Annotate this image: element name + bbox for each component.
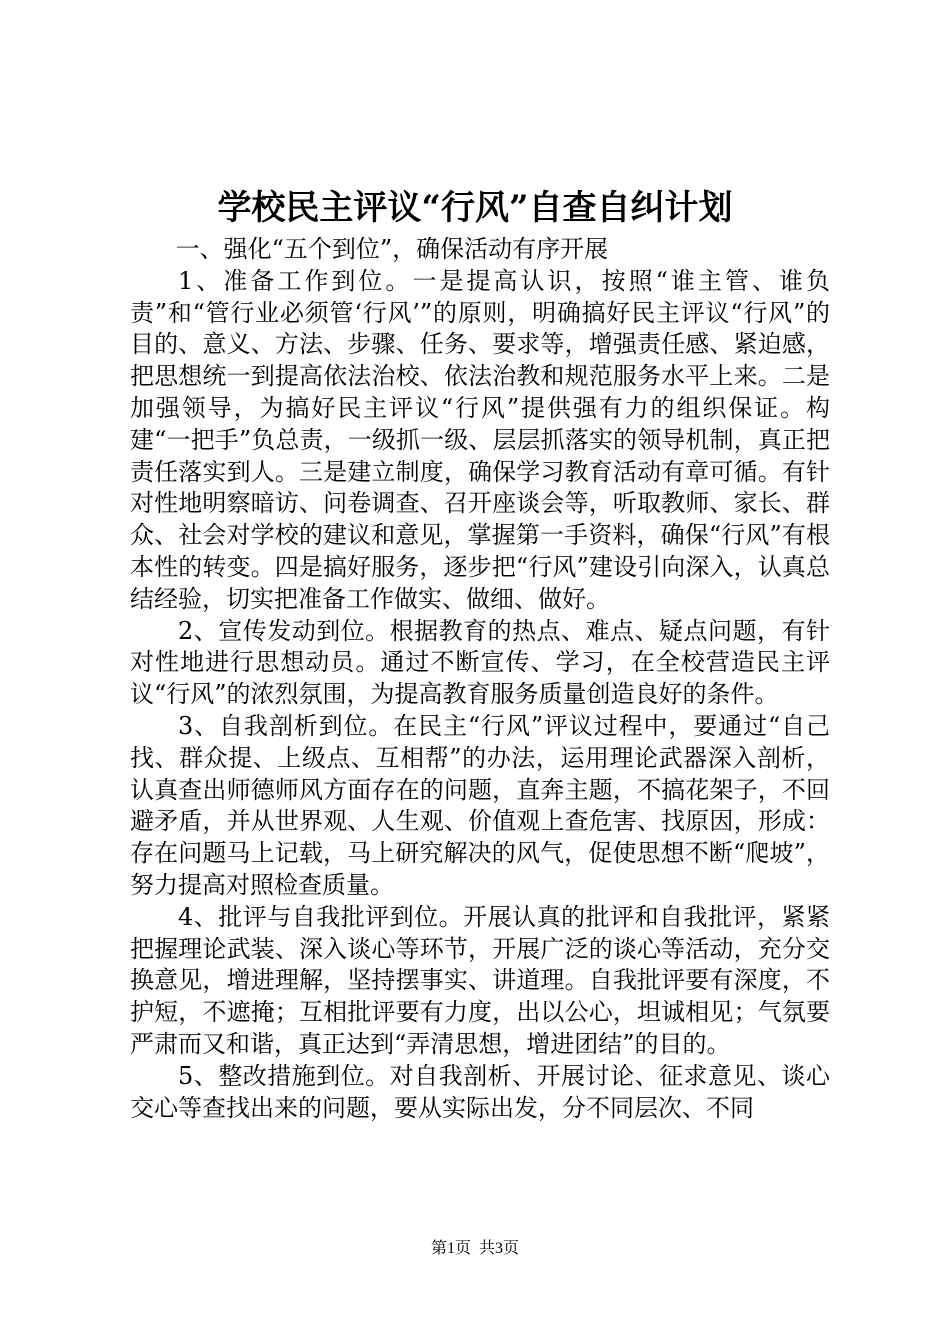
paragraph-criticism: 4、批评与自我批评到位。开展认真的批评和自我批评，紧紧把握理论武装、深入谈心等环节，开展广泛的谈心等活动，充分交换意见，增进理解，坚持摆事实、讲道理。自我批评要有深度，不护短，不遮掩；互相批评要有力度，出以公心，坦诚相见；气氛要严肃而又和谐，真正达到“弄清思想，增进团结”的目的。	[130, 902, 830, 1058]
paragraph-publicity: 2、宣传发动到位。根据教育的热点、难点、疑点问题，有针对性地进行思想动员。通过不断宣传、学习，在全校营造民主评议“行风”的浓烈氛围，为提高教育服务质量创造良好的条件。	[130, 616, 830, 709]
document-title: 学校民主评议“行风”自查自纠计划	[217, 188, 733, 228]
page-number: 第1页	[430, 1240, 471, 1257]
paragraph-rectification: 5、整改措施到位。对自我剖析、开展讨论、征求意见、谈心交心等查找出来的问题，要从实际出发，分不同层次、不同	[130, 1061, 830, 1122]
page-footer	[0, 1238, 950, 1260]
paragraph-self-analysis: 3、自我剖析到位。在民主“行风”评议过程中，要通过“自己找、群众提、上级点、互相帮”的办法，运用理论武器深入剖析，认真查出师德师风方面存在的问题，直奔主题，不搞花架子，不回避矛盾，并从世界观、人生观、价值观上查危害、找原因，形成：存在问题马上记载，马上研究解决的风气，促使思想不断“爬坡”，努力提高对照检查质量。	[130, 711, 830, 899]
paragraph-preparation: 1、准备工作到位。一是提高认识，按照“谁主管、谁负责”和“管行业必须管‘行风’”的原则，明确搞好民主评议“行风”的目的、意义、方法、步骤、任务、要求等，增强责任感、紧迫感，把思想统一到提高依法治校、依法治教和规范服务水平上来。二是加强领导，为搞好民主评议“行风”提供强有力的组织保证。构建“一把手”负总责，一级抓一级、层层抓落实的领导机制，真正把责任落实到人。三是建立制度，确保学习教育活动有章可循。有针对性地明察暗访、问卷调查、召开座谈会等，听取教师、家长、群众、社会对学校的建议和意见，掌握第一手资料，确保“行风”有根本性的转变。四是搞好服务，逐步把“行风”建设引向深入，认真总结经验，切实把准备工作做实、做细、做好。	[130, 266, 830, 613]
page-total: 共3页	[479, 1240, 520, 1257]
section-heading: 一、强化“五个到位”，确保活动有序开展	[175, 235, 609, 263]
document-body	[130, 234, 830, 1124]
